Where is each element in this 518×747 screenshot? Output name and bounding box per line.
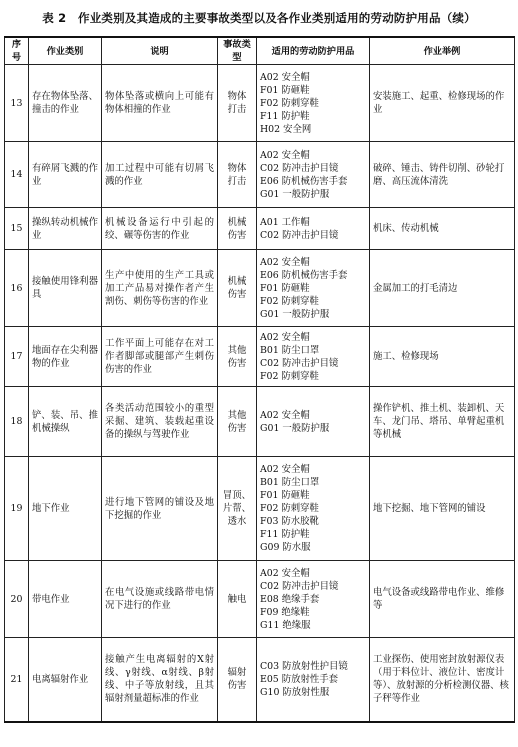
cell-category: 有碎屑飞溅的作业 [29, 142, 102, 208]
header-no: 序号 [5, 37, 29, 65]
cell-description: 生产中使用的生产工具或加工产品易对操作者产生割伤、刺伤等伤害的作业 [102, 250, 218, 327]
table-title: 表 2 作业类别及其造成的主要事故类型以及各作业类别适用的劳动防护用品（续） [42, 11, 476, 25]
cell-accident-type: 冒顶、 片帮、 透水 [218, 457, 257, 561]
table-row [5, 250, 515, 327]
cell-description: 接触产生电离辐射的X射线、γ射线、α射线、β射线、中子等放射线，且其辐射剂量超标准的作业 [102, 638, 218, 722]
cell-accident-type: 辐射 伤害 [218, 638, 257, 722]
cell-category: 铲、装、吊、推机械操纵 [29, 387, 102, 457]
header-accident-type: 事故类型 [218, 37, 257, 65]
cell-description: 物体坠落或横向上可能有物体相撞的作业 [102, 65, 218, 142]
ppe-table [4, 36, 515, 723]
cell-example: 工业探伤、使用密封放射源仪表（用于料位计、液位计、密度计等）、放射源的分析检测仪器、核子秤等作业 [370, 638, 515, 722]
cell-example: 破碎、锤击、铸件切削、砂轮打磨、高压流体清洗 [370, 142, 515, 208]
cell-example: 操作铲机、推土机、装卸机、天车、龙门吊、塔吊、单臂起重机等机械 [370, 387, 515, 457]
cell-description: 在电气设施或线路带电情况下进行的作业 [102, 561, 218, 638]
cell-equipment: A02 安全帽 G01 一般防护服 [257, 387, 370, 457]
cell-accident-type: 物体 打击 [218, 142, 257, 208]
cell-no: 19 [5, 457, 29, 561]
cell-equipment: A02 安全帽 E06 防机械伤害手套 F01 防砸鞋 F02 防刺穿鞋 G01 一般防护服 [257, 250, 370, 327]
cell-example: 机床、传动机械 [370, 208, 515, 250]
cell-category: 电离辐射作业 [29, 638, 102, 722]
table-header [5, 37, 515, 65]
table-row [5, 638, 515, 722]
cell-example: 安装施工、起重、检修现场的作业 [370, 65, 515, 142]
cell-description: 各类活动范围较小的重型采掘、建筑、装载起重设备的操纵与驾驶作业 [102, 387, 218, 457]
header-description: 说明 [102, 37, 218, 65]
cell-equipment: A02 安全帽 C02 防冲击护目镜 E06 防机械伤害手套 G01 一般防护服 [257, 142, 370, 208]
cell-category: 存在物体坠落、撞击的作业 [29, 65, 102, 142]
cell-no: 17 [5, 327, 29, 387]
cell-accident-type: 物体 打击 [218, 65, 257, 142]
cell-category: 地下作业 [29, 457, 102, 561]
cell-example: 电气设备或线路带电作业、维修等 [370, 561, 515, 638]
cell-example: 金属加工的打毛清边 [370, 250, 515, 327]
cell-no: 15 [5, 208, 29, 250]
cell-accident-type: 触电 [218, 561, 257, 638]
table-body [5, 65, 515, 722]
table-row [5, 327, 515, 387]
table-row [5, 65, 515, 142]
cell-accident-type: 其他 伤害 [218, 387, 257, 457]
cell-description: 加工过程中可能有切屑飞溅的作业 [102, 142, 218, 208]
cell-equipment: A02 安全帽 B01 防尘口罩 C02 防冲击护目镜 F02 防刺穿鞋 [257, 327, 370, 387]
cell-example: 施工、检修现场 [370, 327, 515, 387]
cell-equipment: C03 防放射性护目镜 E05 防放射性手套 G10 防放射性服 [257, 638, 370, 722]
header-example: 作业举例 [370, 37, 515, 65]
cell-description: 工作平面上可能存在对工作者脚部或腿部产生刺伤伤害的作业 [102, 327, 218, 387]
cell-no: 14 [5, 142, 29, 208]
cell-no: 18 [5, 387, 29, 457]
cell-equipment: A02 安全帽 F01 防砸鞋 F02 防刺穿鞋 F11 防护鞋 H02 安全网 [257, 65, 370, 142]
table-row [5, 561, 515, 638]
cell-accident-type: 机械 伤害 [218, 250, 257, 327]
cell-description: 机械设备运行中引起的绞、碾等伤害的作业 [102, 208, 218, 250]
cell-equipment: A01 工作帽 C02 防冲击护目镜 [257, 208, 370, 250]
header-equipment: 适用的劳动防护用品 [257, 37, 370, 65]
header-row [5, 37, 515, 65]
cell-category: 带电作业 [29, 561, 102, 638]
cell-category: 地面存在尖利器物的作业 [29, 327, 102, 387]
table-row [5, 208, 515, 250]
cell-description: 进行地下管网的铺设及地下挖掘的作业 [102, 457, 218, 561]
cell-no: 16 [5, 250, 29, 327]
table-row [5, 142, 515, 208]
cell-no: 21 [5, 638, 29, 722]
cell-no: 13 [5, 65, 29, 142]
cell-equipment: A02 安全帽 C02 防冲击护目镜 E08 绝缘手套 F09 绝缘鞋 G11 绝缘服 [257, 561, 370, 638]
cell-accident-type: 机械 伤害 [218, 208, 257, 250]
table-row [5, 387, 515, 457]
cell-category: 操纵转动机械作业 [29, 208, 102, 250]
cell-no: 20 [5, 561, 29, 638]
table-row [5, 457, 515, 561]
cell-category: 接触使用锋利器具 [29, 250, 102, 327]
cell-accident-type: 其他 伤害 [218, 327, 257, 387]
header-category: 作业类别 [29, 37, 102, 65]
cell-equipment: A02 安全帽 B01 防尘口罩 F01 防砸鞋 F02 防刺穿鞋 F03 防水胶靴 F11 防护鞋 G09 防水服 [257, 457, 370, 561]
cell-example: 地下挖掘、地下管网的铺设 [370, 457, 515, 561]
